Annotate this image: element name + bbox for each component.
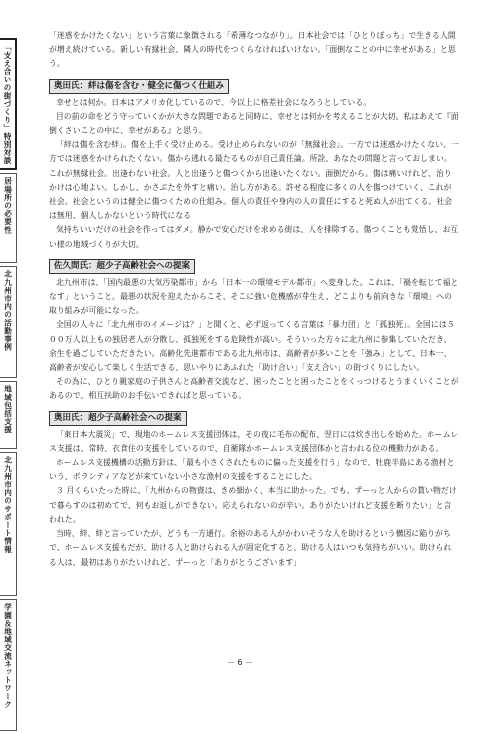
intro-paragraph: 「迷惑をかけたくない」という言葉に象徴される「希薄なつながり」。日本社会では「ひとりぼっち」で生きる人間が増え続けている。新しい有縁社会、隣人の時代をつくらなければいけない。「面倒なことの中に幸せがある」と思う。	[49, 31, 456, 69]
side-tab-ibasho[interactable]: 居場所の必要性	[0, 173, 17, 263]
body-paragraph: ホームレス支援機構の活動方針は、「最も小さくされたものに偏った支援を行う」なので、牡鹿半島にある漁村という、ボランティアなどが来ていない小さな漁村の支援をすることにした。	[49, 458, 455, 482]
body-paragraph: 「東日本大震災」で、現地のホームレス支援団体は、その夜に毛布の配布、翌日には炊き出しを始めた。ホームレス支援は、常時、衣食住の支援をしているので、自衛隊かホームレス支援団体かと言われる位の機動力がある。	[49, 429, 459, 453]
side-tab-support-info[interactable]: 北九州市内のサポート情報	[0, 452, 17, 596]
side-tab-special-dialogue[interactable]: 「支え合いの街づくり」特別対談	[0, 38, 17, 170]
side-tab-community-support[interactable]: 地域包括支援	[0, 381, 17, 449]
section-heading-sakuma-proposal: 佐久間氏：超少子高齢社会への提案	[49, 259, 195, 274]
body-paragraph: 目の前の命をどう守っていくかが大きな問題であると同時に、幸せとは何かを考えることが大切。私はあえて『面倒くさいことの中に、幸せがある』と思う。	[49, 111, 459, 136]
section-heading-okuda-bond: 奥田氏：絆は傷を含む・健全に傷つく仕組み	[49, 79, 229, 94]
body-paragraph: 北九州市は、「国内最悪の大気汚染都市」から「日本一の環境モデル都市」へ変身した。これは、「禍を転じて福となす」ということ。最悪の状況を迎えたからこそ、そこに強い危機感が芽生え、どこよりも前向きな「環境」への取り組みが可能になった。	[49, 277, 459, 316]
body-paragraph: その為に、ひとり親家庭の子供さんと高齢者交流など、困ったことと困ったことをくっつけるとうまくいくことがあるので、相互扶助のお手伝いできればと思っている。	[49, 377, 459, 401]
body-paragraph: 幸せとは何か。日本はアメリカ化しているので、今以上に格差社会になろうとしている。	[56, 97, 372, 107]
page-number: － 6 －	[226, 658, 254, 667]
article-body	[49, 29, 459, 570]
body-paragraph: 気持ちいいだけの社会を作ってはダメ。静かで安心だけを求める街は、人を排除する。傷つくことも覚悟し、お互い様の地域づくりが大切。	[49, 225, 459, 249]
side-tab-activity-cases[interactable]: 北九州市内の活動事例	[0, 266, 17, 378]
section-heading-okuda-proposal: 奥田氏：超少子高齢社会への提案	[49, 411, 187, 426]
body-paragraph: 全国の人々に「北九州市のイメージは？」と聞くと、必ず返ってくる言葉は「暴力団」と「孤独死」。全国には５００万人以上もの独居老人が分散し、孤独死をする危険性が高い。そういった方々に北九州に参集していただき、余生を過ごしていただきたい。高齢化先進都市である北九州市は、高齢者が多いことを「強み」として、日本一、高齢者が安心して楽しく生活できる、思いやりにあふれた「助け合い」「支え合い」の街づくりにしたい。	[49, 320, 455, 373]
body-paragraph: 当時、絆、絆と言っていたが、どうも一方通行。余裕のある人がかわいそうな人を助けるという構図に陥りがちで、ホームレス支援もだが、助ける人と助けられる人が固定化すると、助ける人はいつも気持ちがいい。助けられる人は、最初はありがたいけれど、ずーっと「ありがとうございます」	[49, 529, 452, 567]
body-paragraph: 「絆は傷を含む絆」。傷を上手く受け止める。受け止められないのが「無縁社会」。一方では迷惑かけたくない、一方では迷惑をかけられたくない。傷から逃れる最たるものが自己責任論。所詮、あなたの問題と言っておしまい。これが無縁社会。出逢わない社会。人と出逢うと傷つくから出逢いたくない。面倒だから。傷は痛いけれど、治りかけは心地よい。しかし、かさぶたを外すと痛い。治し方がある。許せる程度に多くの人を傷つけていく、これが社会。社会というのは健全に傷つくための仕組み。個人の責任や身内の人の責任にすると死ぬ人が出てくる。社会は無用、個人しかないという時代になる	[49, 140, 459, 221]
side-navigation	[0, 38, 17, 734]
body-paragraph: ３ 月くらいたった時に、「九州からの物資は、きめ細かく、本当に助かった。でも、ずーっと人からの貰い物だけで暮らすのは初めてで、何もお返しができない。応えられないのが辛い。ありがたいけれど支援を断りたい」と言われた。	[49, 486, 457, 524]
side-tab-exchange-network[interactable]: 学園＆地域交流ネットワーク	[0, 599, 17, 731]
